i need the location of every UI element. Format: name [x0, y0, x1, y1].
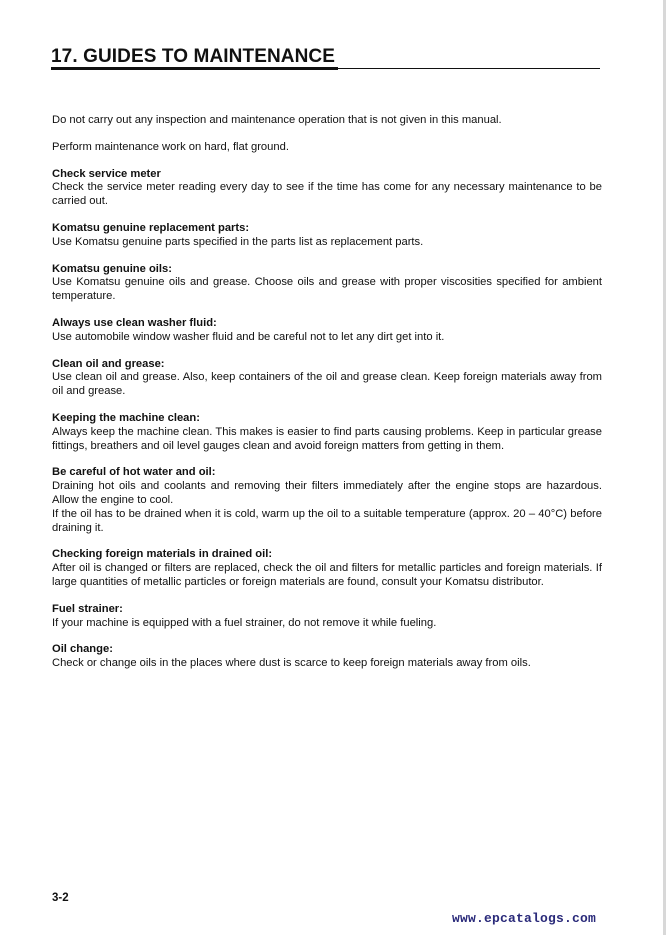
section-foreign-materials [52, 548, 602, 589]
section-heading: Komatsu genuine oils: [52, 262, 172, 275]
section-heading: Komatsu genuine replacement parts: [52, 221, 250, 234]
watermark: www.epcatalogs.com [452, 911, 597, 926]
section-machine-clean [52, 412, 602, 453]
section-hot-water-oil [52, 466, 602, 535]
section-oil-change [52, 643, 602, 671]
section-body: Use automobile window washer fluid and be careful not to let any dirt get into it. [52, 330, 445, 343]
section-heading: Be careful of hot water and oil: [52, 466, 216, 479]
section-heading: Fuel strainer: [52, 602, 123, 615]
section-replacement-parts [52, 222, 602, 250]
section-heading: Check service meter [52, 167, 161, 180]
section-body: Use Komatsu genuine parts specified in the parts list as replacement parts. [52, 235, 424, 248]
section-fuel-strainer [52, 603, 602, 631]
section-body: Draining hot oils and coolants and removing their filters immediately after the engine stops are hazardous. Allow the engine to cool. [52, 480, 602, 506]
title-row [51, 46, 600, 69]
intro-paragraph: Do not carry out any inspection and maintenance operation that is not given in this manual. [52, 114, 502, 126]
document-body [52, 114, 602, 684]
section-heading: Clean oil and grease: [52, 357, 165, 370]
section-heading: Checking foreign materials in drained oil: [52, 548, 273, 561]
section-body: Check or change oils in the places where dust is scarce to keep foreign materials away from oils. [52, 657, 531, 670]
section-clean-oil-grease [52, 358, 602, 399]
page-title: 17. GUIDES TO MAINTENANCE [51, 46, 336, 67]
section-heading: Always use clean washer fluid: [52, 316, 217, 329]
section-check-service-meter [52, 168, 602, 209]
section-body: Use clean oil and grease. Also, keep containers of the oil and grease clean. Keep foreign materials away from oil and grease. [52, 371, 602, 398]
intro-paragraph: Perform maintenance work on hard, flat ground. [52, 140, 289, 153]
section-heading: Keeping the machine clean: [52, 411, 200, 424]
page-number: 3-2 [52, 892, 69, 904]
section-body: If the oil has to be drained when it is cold, warm up the oil to a suitable temperature (approx. 20 – 40°C) before draining it. [52, 507, 602, 534]
title-underline [51, 67, 338, 70]
section-body: After oil is changed or filters are replaced, check the oil and filters for metallic particles and foreign materials. If large quantities of metallic particles or foreign materials are found, consult your Komatsu distributor. [52, 562, 602, 588]
section-washer-fluid [52, 317, 602, 345]
section-heading: Oil change: [52, 643, 113, 656]
section-body: Use Komatsu genuine oils and grease. Choose oils and grease with proper viscosities specified for ambient temperature. [52, 276, 602, 303]
section-body: If your machine is equipped with a fuel strainer, do not remove it while fueling. [52, 616, 437, 629]
section-body: Always keep the machine clean. This makes is easier to find parts causing problems. Keep in particular grease fittings, breathers and oil level gauges clean and avoid foreign matters from getting in them. [52, 425, 602, 452]
section-genuine-oils [52, 263, 602, 304]
section-body: Check the service meter reading every day to see if the time has come for any necessary maintenance to be carried out. [52, 181, 602, 208]
